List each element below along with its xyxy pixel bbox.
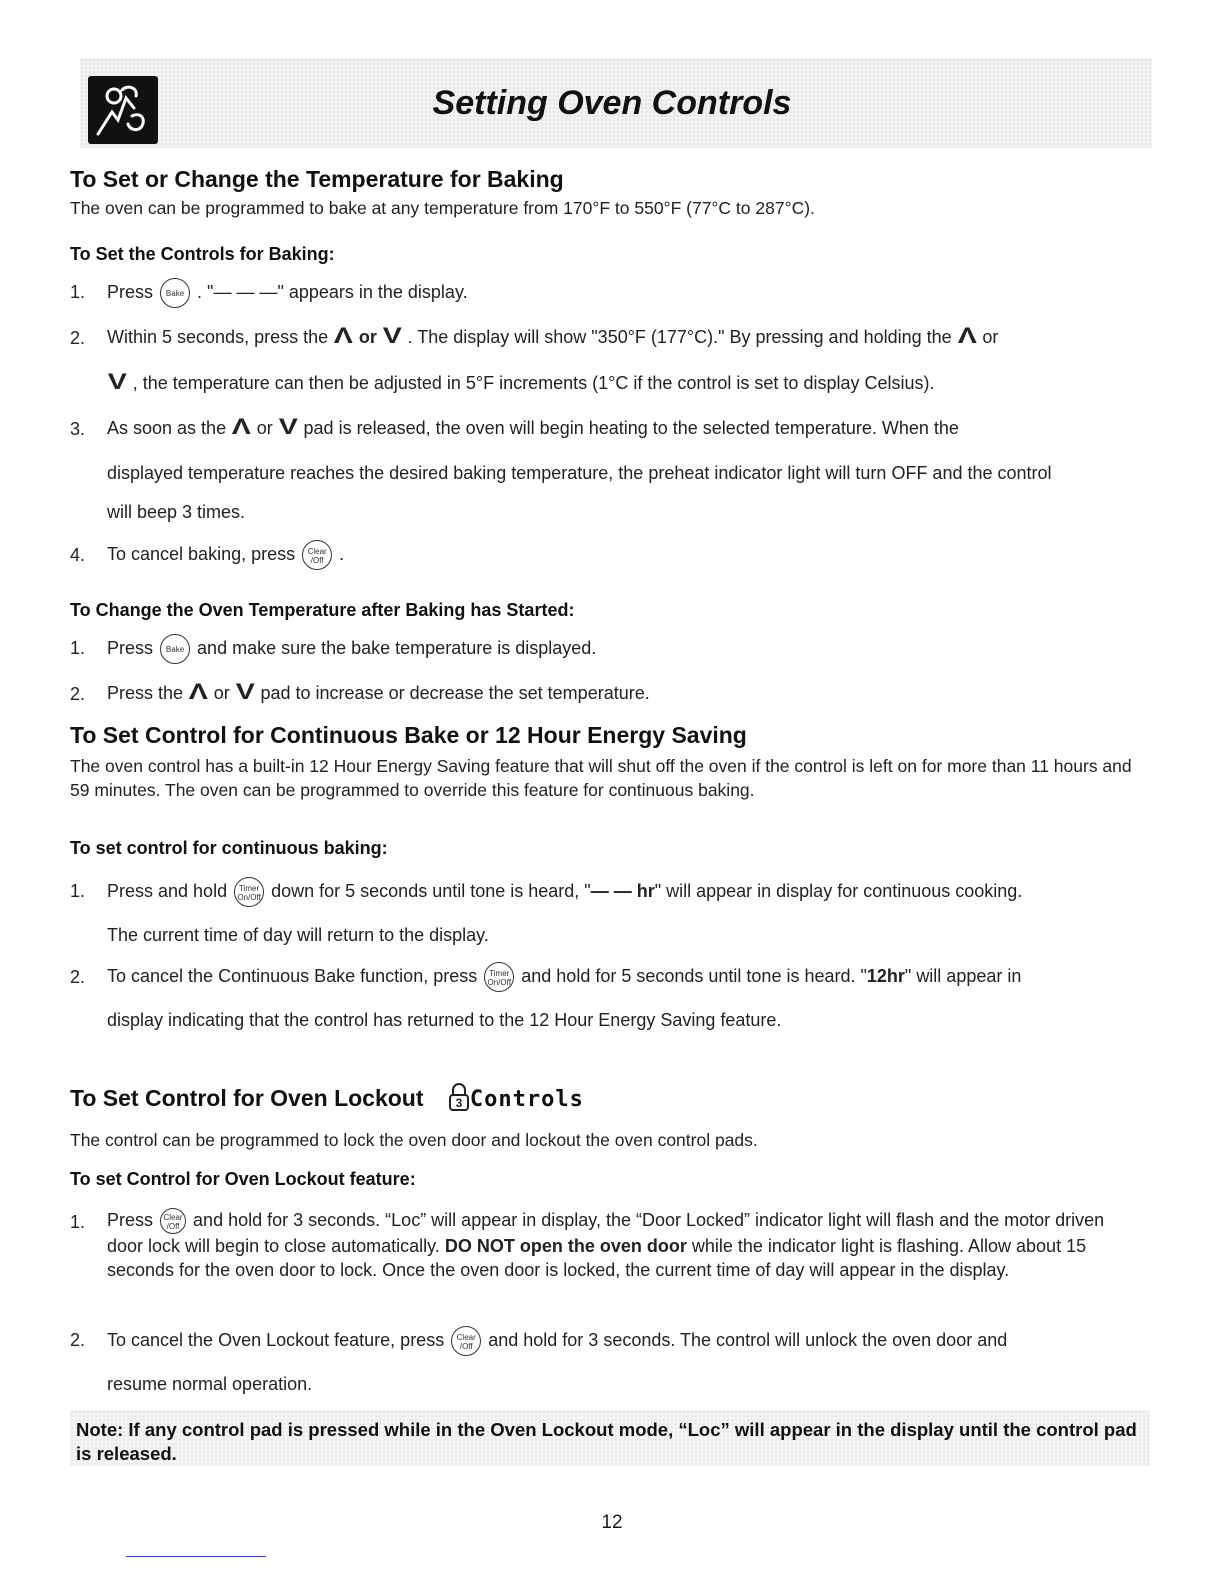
- subsection-heading: To Change the Oven Temperature after Baking has Started:: [70, 600, 575, 620]
- step-text: [107, 1208, 1137, 1282]
- step-text-part: As soon as the: [107, 418, 227, 438]
- up-arrow-icon: Λ: [231, 414, 251, 439]
- section-heading-baking-temperature: To Set or Change the Temperature for Baking: [70, 166, 564, 192]
- lockout-note: Note: If any control pad is pressed while in the Oven Lockout mode, “Loc” will appear in the display until the control pad is released.: [76, 1419, 1137, 1464]
- step-text-part: or: [982, 327, 999, 347]
- clear-off-pad-icon: [451, 1326, 481, 1356]
- bake-pad-icon: Bake: [160, 278, 190, 308]
- controls-lock-label: Controls: [469, 1087, 584, 1112]
- step-number: 2.: [70, 684, 86, 704]
- step-text: [107, 415, 959, 440]
- step-text-part: or: [256, 418, 273, 438]
- step-text: [107, 278, 468, 308]
- step-text-part: pad is released, the oven will begin heating to the selected temperature. When the: [303, 418, 959, 438]
- step-text-part: and hold for 3 seconds. The control will unlock the oven door and: [488, 1329, 1008, 1350]
- step-text-part: To cancel the Continuous Bake function, press: [107, 965, 478, 986]
- step-text-part: " will appear in display for continuous cooking.: [654, 880, 1023, 901]
- step-text-continued: display indicating that the control has returned to the 12 Hour Energy Saving feature.: [107, 1010, 782, 1030]
- step-text: [107, 324, 998, 349]
- section-heading-text: To Set Control for Oven Lockout: [70, 1085, 424, 1111]
- step-text-part: " will appear in: [904, 965, 1022, 986]
- page-number: 12: [601, 1512, 623, 1533]
- step-text-part: while the indicator light is flashing. Allow about 15 seconds for the oven door to lock. Once the oven door is locked, the current time of day will appear in the display.: [107, 1236, 1087, 1281]
- pad-label: Clear: [163, 1213, 183, 1223]
- pad-label: /Off: [459, 1342, 473, 1351]
- step-text-part: Press: [107, 281, 154, 302]
- step-text-part: pad to increase or decrease the set temperature.: [260, 683, 650, 703]
- step-text-part: Press the: [107, 683, 184, 703]
- step-text-part: , the temperature can then be adjusted in 5°F increments (1°C if the control is set to display Celsius).: [132, 373, 935, 393]
- down-arrow-icon: V: [235, 679, 255, 704]
- step-text-part: .: [339, 543, 345, 564]
- step-text-part: Press and hold: [107, 880, 228, 901]
- up-arrow-icon: Λ: [957, 323, 977, 348]
- section-heading-oven-lockout: [70, 1082, 584, 1112]
- timer-on-off-pad-icon: [484, 962, 514, 992]
- footer-rule: [126, 1556, 266, 1557]
- step-text: [107, 634, 596, 664]
- pad-label: On/Off: [237, 893, 261, 902]
- down-arrow-icon: V: [382, 323, 402, 348]
- step-text: [107, 962, 1021, 992]
- step-text-continued: displayed temperature reaches the desired baking temperature, the preheat indicator light will turn OFF and the control: [107, 463, 1052, 483]
- step-number: 1.: [70, 1212, 86, 1232]
- step-text-part: To cancel baking, press: [107, 543, 296, 564]
- down-arrow-icon: V: [107, 369, 127, 394]
- pad-label: Clear: [307, 547, 327, 556]
- step-text-continued: will beep 3 times.: [107, 502, 246, 522]
- section-intro: The oven can be programmed to bake at any temperature from 170°F to 550°F (77°C to 287°C).: [70, 198, 815, 218]
- page-title: Setting Oven Controls: [432, 84, 792, 122]
- step-text-part: or: [358, 327, 377, 347]
- pad-label: Timer: [239, 884, 260, 893]
- step-text-part: . The display will show "350°F (177°C)." By pressing and holding the: [407, 327, 952, 347]
- step-text: [107, 877, 1022, 907]
- step-number: 2.: [70, 328, 86, 348]
- up-arrow-icon: Λ: [188, 679, 208, 704]
- step-number: 2.: [70, 1330, 86, 1350]
- step-text-part: . "— — —" appears in the display.: [197, 281, 468, 302]
- bake-pad-icon: Bake: [160, 634, 190, 664]
- step-text-part: or: [213, 683, 230, 703]
- pad-label: Clear: [456, 1333, 476, 1342]
- step-number: 2.: [70, 967, 86, 987]
- step-number: 3.: [70, 419, 86, 439]
- section-heading-continuous-bake: To Set Control for Continuous Bake or 12 Hour Energy Saving: [70, 722, 747, 748]
- step-text-part: Press: [107, 637, 154, 658]
- step-number: 4.: [70, 545, 86, 565]
- pad-label: /Off: [166, 1222, 180, 1232]
- step-text-part: and make sure the bake temperature is displayed.: [197, 637, 597, 658]
- step-text-continued: resume normal operation.: [107, 1374, 313, 1394]
- step-text-continued: [107, 370, 935, 395]
- down-arrow-icon: V: [278, 414, 298, 439]
- step-text-part: and hold for 5 seconds until tone is heard. ": [521, 965, 867, 986]
- pad-label: On/Off: [487, 978, 511, 987]
- step-text: [107, 680, 650, 705]
- subsection-heading: To set control for continuous baking:: [70, 838, 388, 858]
- step-text-bold: DO NOT open the oven door: [444, 1236, 687, 1257]
- step-text-part: Press: [107, 1210, 154, 1230]
- step-text-bold: 12hr: [866, 965, 905, 986]
- lock-icon: [448, 1082, 470, 1112]
- clear-off-pad-icon: [160, 1208, 186, 1234]
- subsection-heading: To Set the Controls for Baking:: [70, 244, 335, 264]
- timer-on-off-pad-icon: [234, 877, 264, 907]
- pad-label: /Off: [310, 556, 324, 565]
- step-text-part: To cancel the Oven Lockout feature, press: [107, 1329, 445, 1350]
- step-text-bold: — — hr: [590, 880, 655, 901]
- step-text: [107, 540, 344, 570]
- step-number: 1.: [70, 881, 86, 901]
- step-text: [107, 1326, 1007, 1356]
- clear-off-pad-icon: [302, 540, 332, 570]
- lock-digit: 3: [455, 1096, 463, 1110]
- section-intro: The oven control has a built-in 12 Hour Energy Saving feature that will shut off the oven if the control is left on for more than 11 hours and 59 minutes. The oven can be programmed to override this feature for continuous baking.: [70, 756, 1132, 800]
- up-arrow-icon: Λ: [333, 323, 354, 348]
- step-text-part: Within 5 seconds, press the: [107, 327, 329, 347]
- step-text-part: down for 5 seconds until tone is heard, ": [271, 880, 591, 901]
- step-text-part: and hold for 3 seconds. “Loc” will appear in display, the “Door Locked” indicator light will flash and the motor driven door lock will begin to close automatically.: [107, 1210, 1105, 1257]
- subsection-heading: To set Control for Oven Lockout feature:: [70, 1169, 416, 1189]
- pad-label: Timer: [489, 969, 510, 978]
- step-number: 1.: [70, 282, 86, 302]
- step-number: 1.: [70, 638, 86, 658]
- section-intro: The control can be programmed to lock the oven door and lockout the oven control pads.: [70, 1130, 758, 1150]
- step-text-continued: The current time of day will return to the display.: [107, 925, 489, 945]
